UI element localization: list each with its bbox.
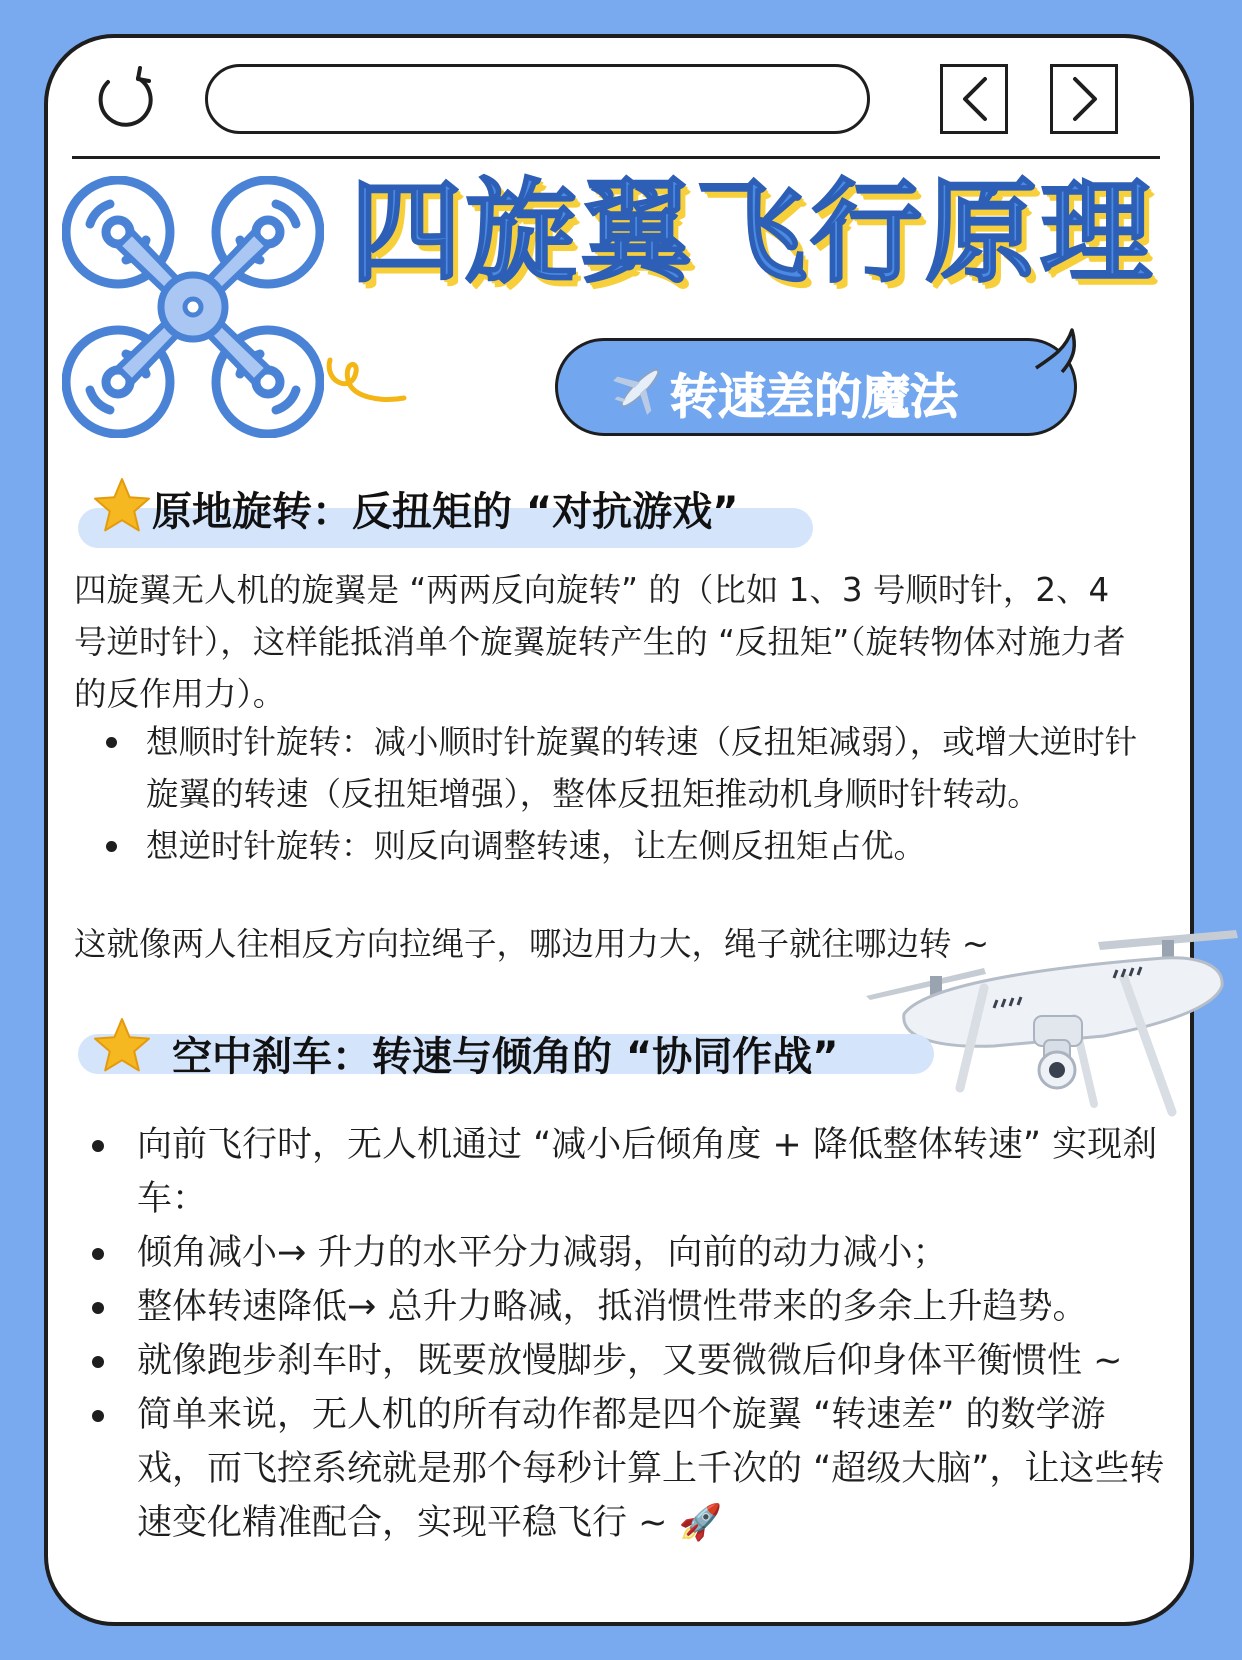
refresh-icon[interactable] — [88, 64, 164, 134]
list-item-text: 简单来说，无人机的所有动作都是四个旋翼 “转速差” 的数学游戏，而飞控系统就是那个每秒计算上千次的 “超级大脑”，让这些转速变化精准配合，实现平稳飞行 ~ 🚀 — [137, 1395, 1165, 1543]
star-icon — [92, 1016, 152, 1076]
star-icon — [92, 476, 152, 536]
section1-intro: 四旋翼无人机的旋翼是 “两两反向旋转” 的（比如 1、3 号顺时针，2、4 号逆时针），这样能抵消单个旋翼旋转产生的 “反扭矩”（旋转物体对施力者的反作用力）。 — [74, 571, 1126, 713]
bullet-dot — [92, 1140, 104, 1152]
bullet-dot — [106, 841, 117, 852]
section1-outro: 这就像两人往相反方向拉绳子，哪边用力大，绳子就往哪边转 ~ — [74, 925, 990, 963]
list-item — [88, 1280, 1173, 1334]
chevron-left-icon — [943, 67, 1005, 130]
bullet-dot — [106, 737, 117, 748]
section2-list — [88, 1118, 1173, 1550]
drone-illustration — [864, 928, 1242, 1124]
airplane-icon — [612, 360, 668, 416]
list-item-text: 整体转速降低→ 总升力略减，抵消惯性带来的多余上升趋势。 — [137, 1287, 1088, 1327]
bullet-dot — [92, 1248, 104, 1260]
back-button[interactable] — [940, 64, 1008, 134]
list-item — [88, 1388, 1173, 1550]
bullet-dot — [92, 1356, 104, 1368]
list-item-text: 想顺时针旋转：减小顺时针旋翼的转速（反扭矩减弱），或增大逆时针旋翼的转速（反扭矩增强），整体反扭矩推动机身顺时针转动。 — [146, 723, 1138, 813]
list-item — [88, 1118, 1173, 1226]
section2-heading: 空中刹车：转速与倾角的 “协同作战” — [172, 1034, 839, 1080]
list-item-text: 想逆时针旋转：则反向调整转速，让左侧反扭矩占优。 — [146, 827, 927, 865]
list-item — [88, 1226, 1173, 1280]
list-item — [98, 820, 1148, 872]
bullet-dot — [92, 1410, 104, 1422]
page-title: 四旋翼飞行原理 — [350, 168, 1155, 298]
bullet-dot — [92, 1302, 104, 1314]
list-item-text: 向前飞行时，无人机通过 “减小后倾角度 + 降低整体转速” 实现刹车： — [137, 1125, 1158, 1219]
list-item — [88, 1334, 1173, 1388]
list-item-text: 倾角减小→ 升力的水平分力减弱，向前的动力减小； — [137, 1233, 948, 1273]
page-subtitle: 转速差的魔法 — [670, 369, 959, 425]
list-item — [98, 716, 1148, 820]
divider-line — [72, 156, 1160, 159]
chevron-right-icon — [1053, 67, 1115, 130]
section1-heading: 原地旋转：反扭矩的 “对抗游戏” — [152, 489, 739, 535]
address-bar[interactable] — [205, 64, 870, 134]
bubble-tail — [1032, 326, 1084, 376]
squiggle-decoration — [322, 354, 412, 414]
quadcopter-icon — [62, 176, 324, 438]
forward-button[interactable] — [1050, 64, 1118, 134]
section1-list — [98, 716, 1148, 872]
list-item-text: 就像跑步刹车时，既要放慢脚步，又要微微后仰身体平衡惯性 ~ — [137, 1341, 1123, 1381]
